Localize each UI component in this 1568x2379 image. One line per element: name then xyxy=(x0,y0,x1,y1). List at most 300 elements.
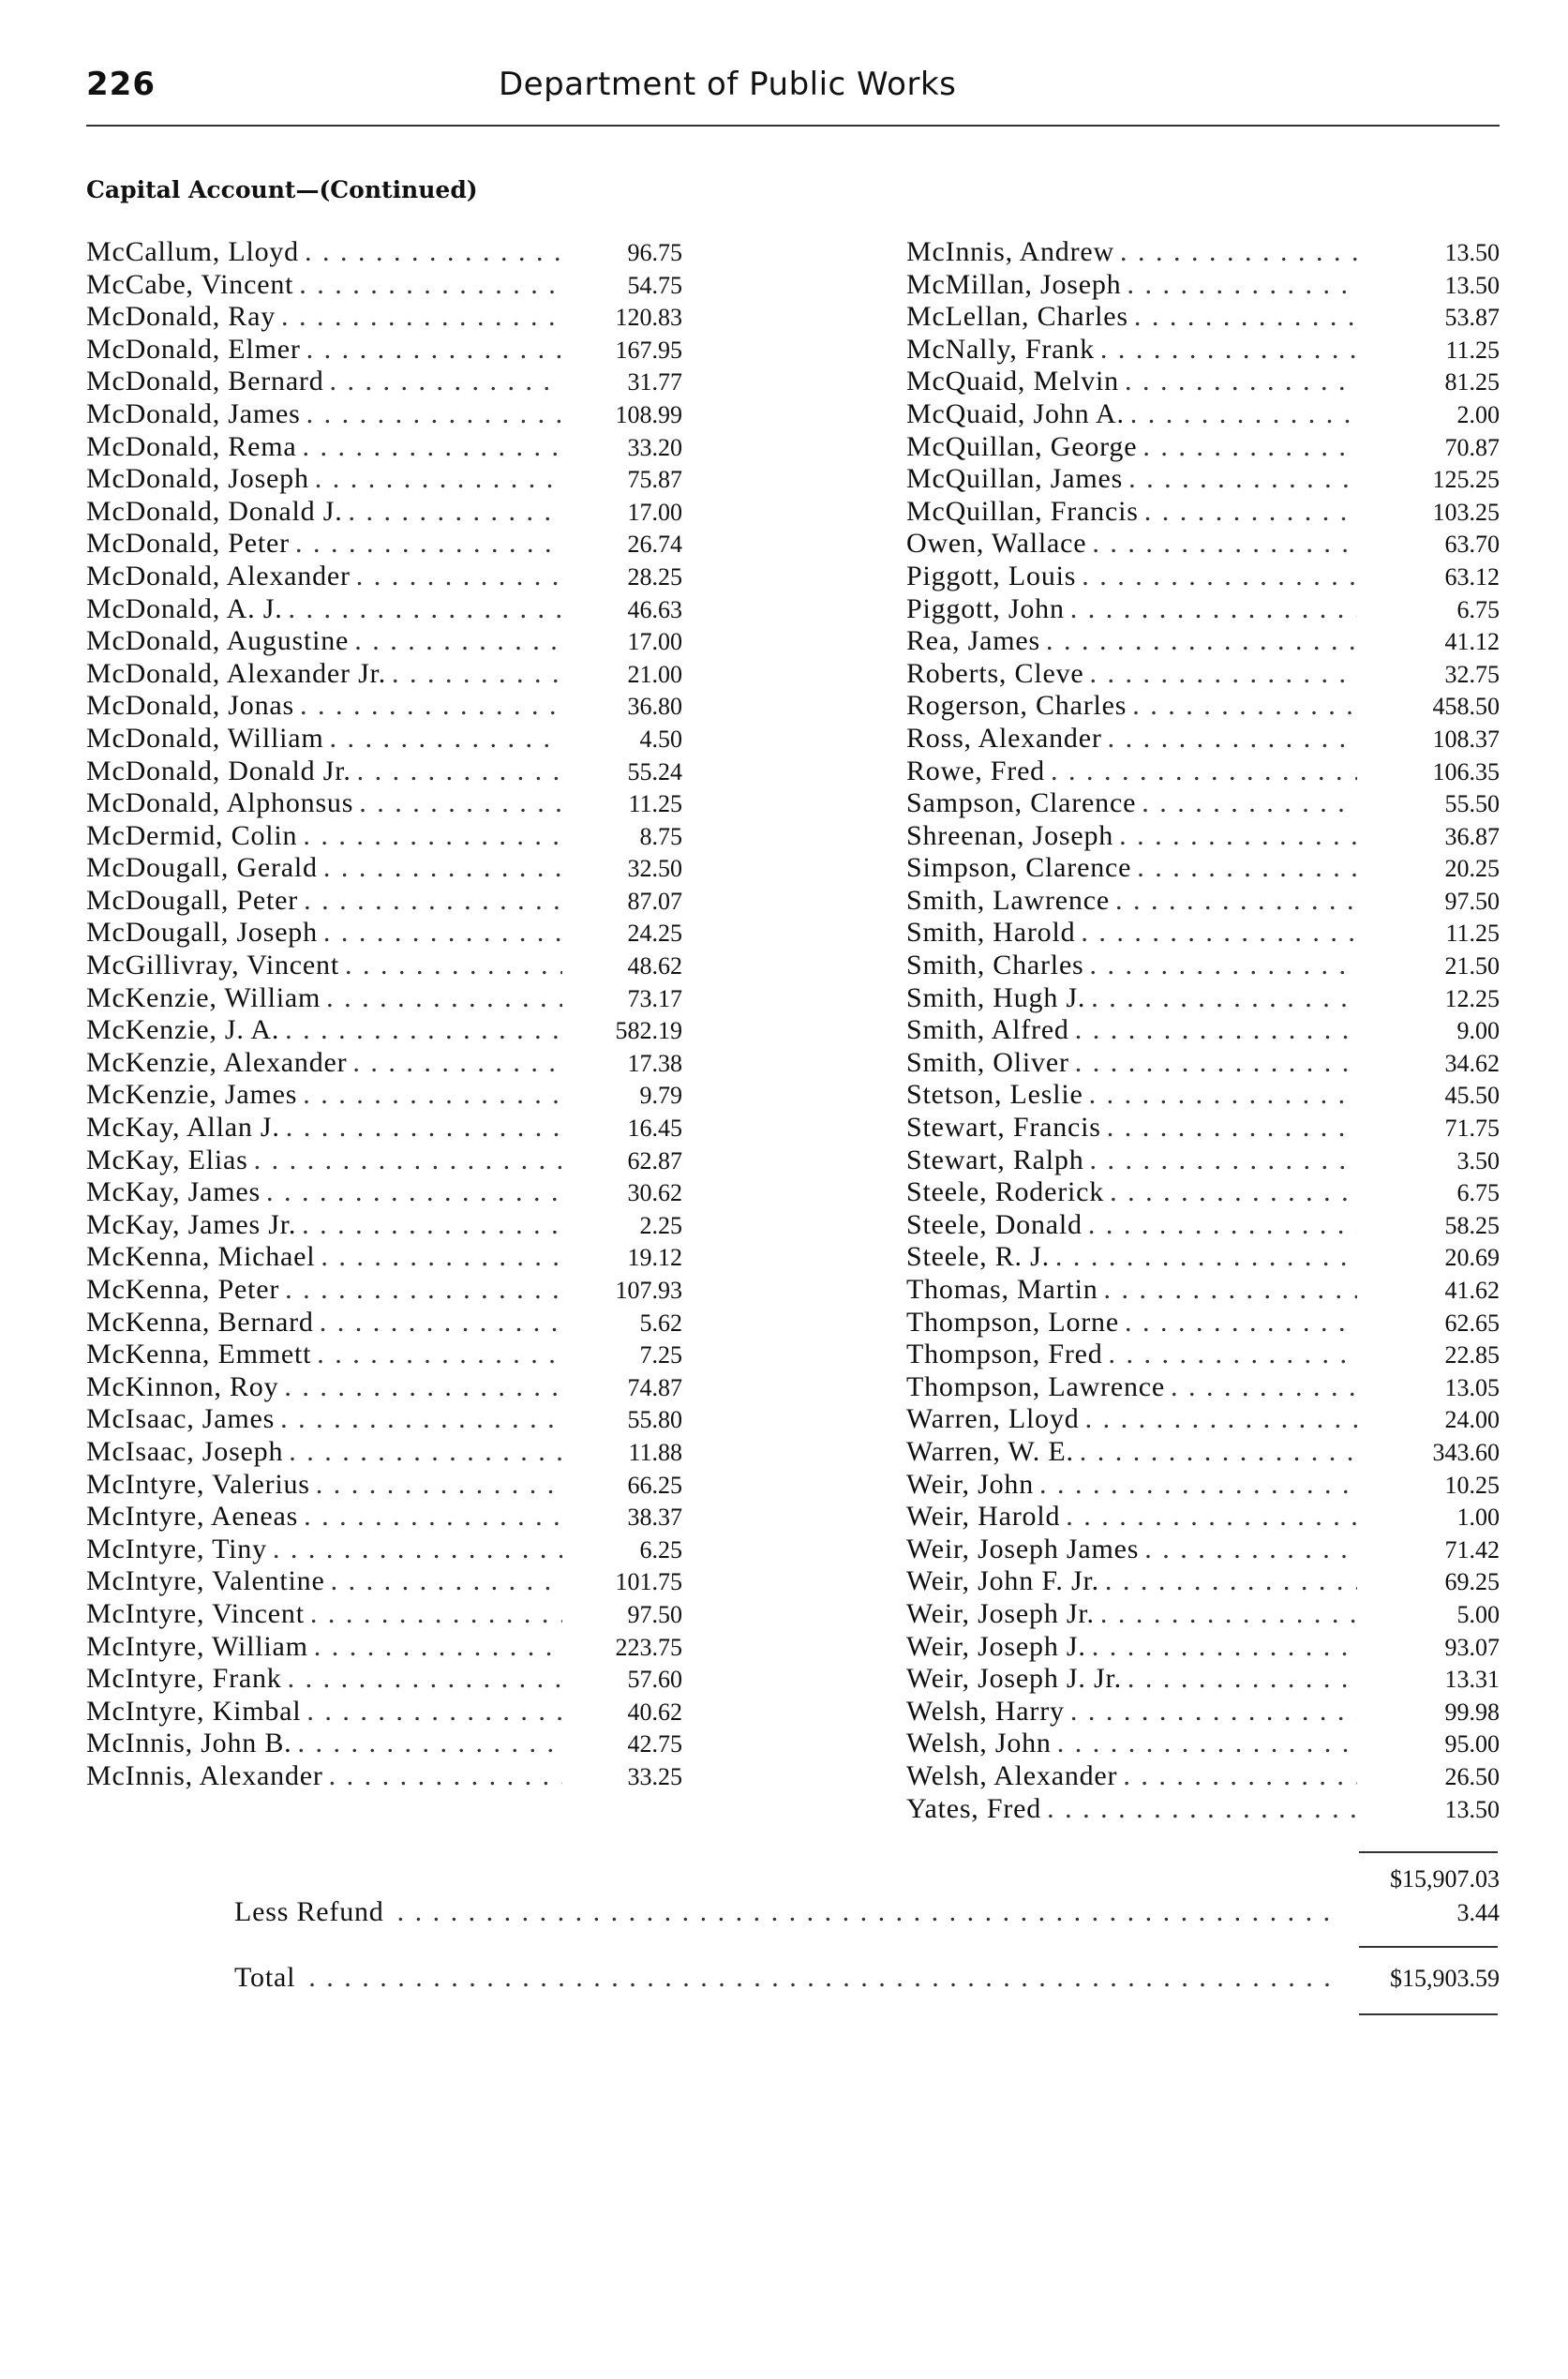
payee-amount: 63.70 xyxy=(1444,531,1500,559)
ledger-row xyxy=(86,917,682,950)
ledger-row xyxy=(906,1565,1500,1598)
payee-amount: 26.74 xyxy=(627,531,682,559)
ledger-row xyxy=(906,1598,1500,1631)
ledger-row xyxy=(86,236,682,269)
payee-amount: 108.37 xyxy=(1432,725,1500,753)
ledger-row xyxy=(906,1631,1500,1664)
payee-name: Stewart, Ralph xyxy=(906,1144,1084,1175)
leader-dots xyxy=(1092,1631,1357,1664)
leader-dots xyxy=(1137,852,1357,885)
leader-dots xyxy=(1088,1209,1357,1242)
leader-dots xyxy=(1125,1307,1357,1339)
payee-amount: 71.75 xyxy=(1444,1115,1500,1143)
leader-dots xyxy=(1100,334,1357,367)
leader-dots xyxy=(295,528,562,561)
ledger-row xyxy=(86,398,682,431)
payee-amount: 57.60 xyxy=(627,1666,682,1694)
ledger-entry-name xyxy=(86,463,574,496)
leader-dots xyxy=(306,1696,562,1728)
leader-dots xyxy=(300,690,562,723)
payee-name: McDonald, Joseph xyxy=(86,463,309,495)
ledger-row xyxy=(86,1696,682,1728)
payee-name: Smith, Lawrence xyxy=(906,884,1110,916)
payee-amount: 54.75 xyxy=(627,271,682,299)
payee-amount: 8.75 xyxy=(639,822,682,850)
payee-amount: 167.95 xyxy=(615,336,682,364)
leader-dots xyxy=(1109,1339,1357,1371)
leader-dots xyxy=(315,463,562,496)
ledger-row xyxy=(906,950,1500,982)
payee-name: Steele, Donald xyxy=(906,1208,1083,1240)
payee-name: McDonald, Rema xyxy=(86,430,297,462)
payee-amount: 21.00 xyxy=(627,660,682,688)
payee-name: McCabe, Vincent xyxy=(86,268,294,300)
ledger-entry-name xyxy=(906,982,1368,1015)
payee-name: McDonald, Alphonsus xyxy=(86,787,354,819)
ledger-entry-name xyxy=(906,885,1368,918)
payee-amount: 13.50 xyxy=(1444,271,1500,299)
total-label: Total xyxy=(234,1962,296,1993)
leader-dots xyxy=(345,950,562,982)
payee-name: Shreenan, Joseph xyxy=(906,819,1114,851)
ledger-entry-name xyxy=(906,366,1368,398)
ledger-row xyxy=(86,366,682,398)
payee-amount: 93.07 xyxy=(1444,1633,1500,1661)
ledger-row xyxy=(86,982,682,1015)
payee-amount: 99.98 xyxy=(1444,1698,1500,1726)
payee-amount: 81.25 xyxy=(1444,368,1500,396)
left-ledger-column xyxy=(86,236,682,1793)
ledger-row xyxy=(86,658,682,691)
payee-amount: 97.50 xyxy=(1444,887,1500,915)
ledger-row xyxy=(86,1728,682,1760)
ledger-entry-name xyxy=(906,496,1368,529)
ledger-row xyxy=(906,1728,1500,1760)
ledger-entry-name xyxy=(86,1079,574,1112)
leader-dots xyxy=(330,366,562,398)
payee-amount: 95.00 xyxy=(1444,1730,1500,1758)
ledger-row xyxy=(906,1112,1500,1145)
leader-dots xyxy=(352,1047,562,1080)
ledger-entry-name xyxy=(86,1663,574,1696)
ledger-entry-name xyxy=(906,1534,1368,1566)
payee-amount: 101.75 xyxy=(615,1568,682,1596)
ledger-entry-name xyxy=(86,1501,574,1534)
payee-amount: 32.50 xyxy=(627,855,682,883)
payee-amount: 36.87 xyxy=(1444,822,1500,850)
leader-dots xyxy=(1115,885,1357,918)
ledger-row xyxy=(906,561,1500,593)
ledger-row xyxy=(86,1469,682,1502)
payee-amount: 13.31 xyxy=(1444,1666,1500,1694)
leader-dots xyxy=(1134,301,1357,334)
payee-name: Owen, Wallace xyxy=(906,528,1087,560)
ledger-row xyxy=(906,496,1500,529)
ledger-row xyxy=(906,690,1500,723)
ledger-entry-name xyxy=(86,1728,574,1760)
leader-dots xyxy=(304,1501,562,1534)
ledger-row xyxy=(86,723,682,756)
ledger-entry-name xyxy=(86,625,574,658)
payee-amount: 7.25 xyxy=(639,1341,682,1369)
payee-amount: 24.00 xyxy=(1444,1406,1500,1434)
payee-name: McQuaid, John A. xyxy=(906,397,1125,429)
payee-name: Rowe, Fred xyxy=(906,755,1045,786)
ledger-row xyxy=(906,1079,1500,1112)
leader-dots xyxy=(314,1631,562,1664)
ledger-entry-name xyxy=(86,950,574,982)
payee-amount: 38.37 xyxy=(627,1504,682,1532)
ledger-row xyxy=(906,658,1500,691)
payee-name: McQuaid, Melvin xyxy=(906,366,1119,397)
payee-name: McInnis, Andrew xyxy=(906,236,1114,267)
ledger-entry-name xyxy=(906,1274,1368,1307)
ledger-entry-name xyxy=(86,658,574,691)
ledger-row xyxy=(906,398,1500,431)
payee-name: McIntyre, Valentine xyxy=(86,1565,325,1597)
ledger-entry-name xyxy=(906,1469,1368,1502)
leader-dots xyxy=(285,1274,562,1307)
payee-amount: 26.50 xyxy=(1444,1762,1500,1790)
ledger-entry-name xyxy=(86,1339,574,1371)
ledger-row xyxy=(86,1176,682,1209)
payee-amount: 6.75 xyxy=(1456,1179,1500,1207)
leader-dots xyxy=(1100,1598,1357,1631)
payee-amount: 20.25 xyxy=(1444,855,1500,883)
less-refund-row xyxy=(234,1896,1500,1928)
ledger-entry-name xyxy=(906,1436,1368,1469)
leader-dots xyxy=(289,593,563,626)
leader-dots xyxy=(310,1598,562,1631)
ledger-row xyxy=(86,1501,682,1534)
ledger-row xyxy=(86,1598,682,1631)
leader-dots xyxy=(1130,398,1357,431)
ledger-row xyxy=(86,1274,682,1307)
payee-amount: 6.75 xyxy=(1456,595,1500,623)
leader-dots xyxy=(1057,1728,1357,1760)
ledger-row xyxy=(906,723,1500,756)
leader-dots xyxy=(1070,593,1357,626)
payee-amount: 69.25 xyxy=(1444,1568,1500,1596)
leader-dots xyxy=(321,1241,562,1274)
leader-dots xyxy=(1104,1274,1357,1307)
leader-dots xyxy=(286,1112,562,1145)
ledger-row xyxy=(906,1339,1500,1371)
ledger-row xyxy=(906,1793,1500,1826)
ledger-entry-name xyxy=(86,1371,574,1404)
ledger-entry-name xyxy=(86,269,574,302)
ledger-row xyxy=(906,528,1500,561)
leader-dots xyxy=(316,1469,562,1502)
ledger-entry-name xyxy=(86,1145,574,1177)
payee-name: McKenna, Peter xyxy=(86,1274,280,1305)
ledger-entry-name xyxy=(86,1598,574,1631)
payee-amount: 48.62 xyxy=(627,952,682,980)
leader-dots xyxy=(1128,463,1357,496)
ledger-entry-name xyxy=(86,431,574,464)
payee-name: Weir, John F. Jr. xyxy=(906,1565,1099,1597)
leader-dots xyxy=(1090,1145,1357,1177)
leader-dots xyxy=(266,1176,562,1209)
page-header xyxy=(86,66,1500,122)
ledger-entry-name xyxy=(86,1403,574,1436)
leader-dots xyxy=(1120,236,1357,269)
payee-name: Welsh, Harry xyxy=(906,1695,1065,1727)
ledger-row xyxy=(906,1696,1500,1728)
ledger-row xyxy=(906,820,1500,853)
ledger-entry-name xyxy=(906,658,1368,691)
leader-dots xyxy=(306,398,562,431)
payee-amount: 106.35 xyxy=(1432,757,1500,786)
ledger-row xyxy=(86,496,682,529)
payee-amount: 582.19 xyxy=(615,1017,682,1045)
leader-dots xyxy=(323,917,562,950)
ledger-entry-name xyxy=(906,1371,1368,1404)
leader-dots xyxy=(1039,1469,1357,1502)
ledger-row xyxy=(906,756,1500,788)
ledger-row xyxy=(906,431,1500,464)
leader-dots xyxy=(273,1534,562,1566)
payee-amount: 45.50 xyxy=(1444,1082,1500,1110)
payee-name: McDonald, Donald Jr. xyxy=(86,755,351,786)
leader-dots xyxy=(331,1565,562,1598)
ledger-row xyxy=(906,269,1500,302)
ledger-entry-name xyxy=(906,1598,1368,1631)
payee-name: McMillan, Joseph xyxy=(906,268,1122,300)
ledger-entry-name xyxy=(906,561,1368,593)
ledger-row xyxy=(906,1501,1500,1534)
leader-dots xyxy=(1089,1079,1357,1112)
ledger-row xyxy=(86,1112,682,1145)
payee-name: McInnis, Alexander xyxy=(86,1759,323,1791)
payee-name: McNally, Frank xyxy=(906,333,1095,365)
leader-dots xyxy=(254,1145,562,1177)
leader-dots xyxy=(1075,1014,1357,1047)
payee-amount: 125.25 xyxy=(1432,466,1500,494)
payee-name: Thomas, Martin xyxy=(906,1274,1098,1305)
payee-name: McGillivray, Vincent xyxy=(86,950,339,981)
ledger-entry-name xyxy=(906,1339,1368,1371)
payee-name: Thompson, Lawrence xyxy=(906,1370,1165,1402)
ledger-entry-name xyxy=(906,1631,1368,1664)
ledger-entry-name xyxy=(906,1047,1368,1080)
ledger-entry-name xyxy=(86,1696,574,1728)
ledger-row xyxy=(86,787,682,820)
ledger-entry-name xyxy=(86,1436,574,1469)
leader-dots xyxy=(392,658,562,691)
leader-dots xyxy=(302,1209,562,1242)
ledger-row xyxy=(906,625,1500,658)
payee-name: Rea, James xyxy=(906,625,1040,657)
ledger-row xyxy=(906,301,1500,334)
payee-amount: 5.00 xyxy=(1456,1600,1500,1628)
leader-dots xyxy=(1144,496,1357,529)
payee-amount: 24.25 xyxy=(627,920,682,948)
payee-name: McKenzie, J. A. xyxy=(86,1014,280,1046)
payee-amount: 87.07 xyxy=(627,887,682,915)
subtotal-rule xyxy=(1359,1851,1498,1853)
ledger-entry-name xyxy=(906,301,1368,334)
section-title: Capital Account—(Continued) xyxy=(86,176,478,203)
leader-dots xyxy=(1108,723,1357,756)
payee-name: McKenna, Emmett xyxy=(86,1339,312,1370)
payee-amount: 11.25 xyxy=(1445,920,1500,948)
payee-amount: 13.50 xyxy=(1444,1795,1500,1823)
payee-name: Smith, Charles xyxy=(906,950,1084,981)
payee-amount: 30.62 xyxy=(627,1179,682,1207)
leader-dots xyxy=(1107,1112,1357,1145)
payee-name: McKenzie, William xyxy=(86,981,321,1013)
leader-dots xyxy=(1132,690,1357,723)
ledger-row xyxy=(906,1663,1500,1696)
leader-dots xyxy=(1066,1501,1357,1534)
payee-amount: 62.87 xyxy=(627,1146,682,1175)
ledger-entry-name xyxy=(86,1176,574,1209)
leader-dots xyxy=(1090,950,1357,982)
leader-dots xyxy=(306,334,562,367)
payee-name: Steele, R. J. xyxy=(906,1241,1050,1273)
ledger-row xyxy=(906,917,1500,950)
leader-dots xyxy=(284,1371,562,1404)
leader-dots xyxy=(280,1403,562,1436)
ledger-entry-name xyxy=(86,1014,574,1047)
payee-name: Thompson, Lorne xyxy=(906,1306,1119,1338)
payee-amount: 32.75 xyxy=(1444,660,1500,688)
payee-name: Sampson, Clarence xyxy=(906,787,1137,819)
payee-amount: 17.00 xyxy=(627,498,682,526)
ledger-entry-name xyxy=(906,723,1368,756)
payee-name: McKenzie, Alexander xyxy=(86,1046,348,1078)
payee-name: McLellan, Charles xyxy=(906,301,1128,333)
payee-name: Smith, Hugh J. xyxy=(906,981,1086,1013)
ledger-entry-name xyxy=(906,1696,1368,1728)
payee-amount: 11.25 xyxy=(628,790,682,818)
payee-amount: 62.65 xyxy=(1444,1309,1500,1337)
ledger-entry-name xyxy=(906,625,1368,658)
payee-amount: 66.25 xyxy=(627,1471,682,1499)
ledger-entry-name xyxy=(86,1112,574,1145)
payee-name: Weir, Joseph James xyxy=(906,1533,1140,1564)
header-rule xyxy=(86,125,1500,127)
payee-name: McIntyre, Vincent xyxy=(86,1597,305,1629)
ledger-row xyxy=(86,885,682,918)
payee-amount: 10.25 xyxy=(1444,1471,1500,1499)
payee-amount: 103.25 xyxy=(1432,498,1500,526)
ledger-row xyxy=(906,1047,1500,1080)
ledger-row xyxy=(86,561,682,593)
leader-dots xyxy=(302,431,562,464)
ledger-row xyxy=(906,593,1500,626)
leader-dots xyxy=(329,723,562,756)
payee-amount: 97.50 xyxy=(627,1600,682,1628)
payee-amount: 33.25 xyxy=(627,1762,682,1790)
ledger-row xyxy=(86,269,682,302)
ledger-entry-name xyxy=(86,561,574,593)
ledger-entry-name xyxy=(906,593,1368,626)
ledger-row xyxy=(906,1014,1500,1047)
ledger-row xyxy=(86,431,682,464)
ledger-entry-name xyxy=(906,269,1368,302)
leader-dots xyxy=(1051,756,1357,788)
ledger-entry-name xyxy=(906,690,1368,723)
ledger-entry-name xyxy=(86,1534,574,1566)
leader-dots xyxy=(1081,917,1357,950)
leader-dots xyxy=(305,236,562,269)
payee-amount: 70.87 xyxy=(1444,433,1500,461)
payee-name: McQuillan, Francis xyxy=(906,495,1139,527)
ledger-entry-name xyxy=(86,820,574,853)
ledger-entry-name xyxy=(86,1307,574,1339)
payee-name: Weir, Joseph Jr. xyxy=(906,1597,1095,1629)
leader-dots xyxy=(303,820,562,853)
payee-name: McDonald, Donald J. xyxy=(86,495,343,527)
leader-dots xyxy=(289,1436,562,1469)
total-row xyxy=(234,1962,1500,1994)
ledger-entry-name xyxy=(86,756,574,788)
ledger-entry-name xyxy=(86,690,574,723)
leader-dots xyxy=(1082,561,1357,593)
payee-name: Weir, John xyxy=(906,1468,1035,1500)
total-rule xyxy=(1359,1946,1498,1948)
payee-name: McInnis, John B. xyxy=(86,1728,292,1759)
payee-name: Thompson, Fred xyxy=(906,1339,1103,1370)
leader-dots xyxy=(1127,269,1357,302)
payee-amount: 343.60 xyxy=(1432,1438,1500,1466)
payee-amount: 21.50 xyxy=(1444,952,1500,980)
total-amount: $15,903.59 xyxy=(1390,1965,1500,1992)
leader-dots xyxy=(288,1663,562,1696)
leader-dots xyxy=(1123,1760,1357,1793)
ledger-entry-name xyxy=(906,1176,1368,1209)
payee-amount: 19.12 xyxy=(627,1244,682,1272)
payee-amount: 46.63 xyxy=(627,595,682,623)
ledger-entry-name xyxy=(906,431,1368,464)
ledger-entry-name xyxy=(86,917,574,950)
payee-name: Smith, Alfred xyxy=(906,1014,1069,1046)
payee-amount: 63.12 xyxy=(1444,562,1500,591)
right-ledger-column xyxy=(906,236,1500,1825)
ledger-row xyxy=(86,1663,682,1696)
payee-name: Yates, Fred xyxy=(906,1792,1042,1824)
payee-amount: 4.50 xyxy=(639,725,682,753)
payee-name: Roberts, Cleve xyxy=(906,657,1084,689)
leader-dots xyxy=(285,1014,562,1047)
payee-name: McDougall, Gerald xyxy=(86,852,318,884)
leader-dots xyxy=(1085,1403,1357,1436)
payee-amount: 17.00 xyxy=(627,628,682,656)
payee-amount: 223.75 xyxy=(615,1633,682,1661)
ledger-entry-name xyxy=(906,463,1368,496)
ledger-row xyxy=(906,1241,1500,1274)
leader-dots xyxy=(323,852,562,885)
leader-dots xyxy=(1144,1534,1357,1566)
leader-dots xyxy=(1142,431,1357,464)
payee-name: McDonald, Alexander xyxy=(86,560,351,591)
ledger-entry-name xyxy=(86,334,574,367)
ledger-row xyxy=(86,1534,682,1566)
leader-dots xyxy=(1125,366,1357,398)
payee-name: McDonald, Peter xyxy=(86,528,290,560)
leader-dots xyxy=(303,1079,562,1112)
ledger-entry-name xyxy=(906,1565,1368,1598)
ledger-row xyxy=(906,1307,1500,1339)
payee-name: McIntyre, William xyxy=(86,1630,308,1662)
leader-dots xyxy=(1110,1176,1357,1209)
ledger-row xyxy=(906,1145,1500,1177)
ledger-entry-name xyxy=(86,885,574,918)
leader-dots xyxy=(299,269,562,302)
payee-amount: 12.25 xyxy=(1444,984,1500,1012)
